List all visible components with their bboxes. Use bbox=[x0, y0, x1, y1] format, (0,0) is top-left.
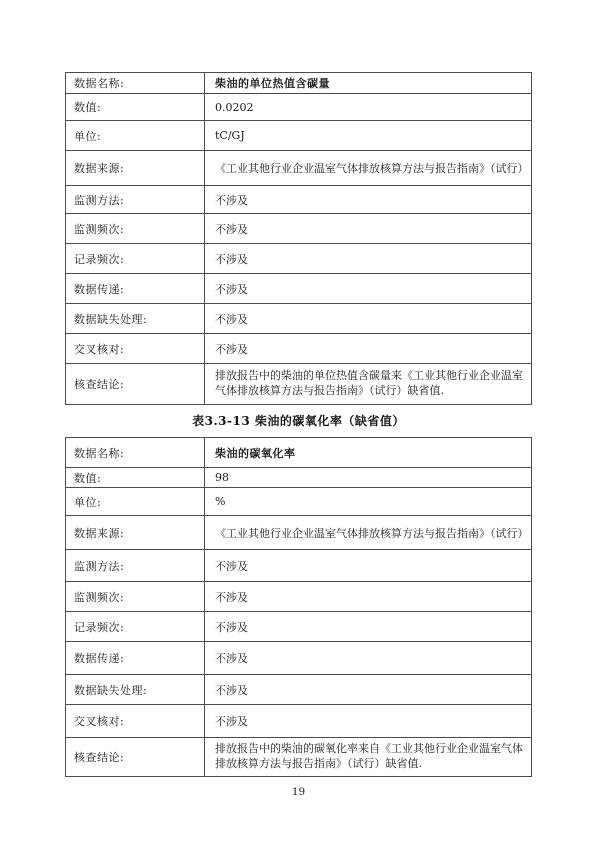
row-value: 0.0202 bbox=[205, 94, 532, 121]
row-label: 数据传递: bbox=[66, 642, 205, 675]
row-label: 数据名称: bbox=[66, 73, 205, 94]
table-row bbox=[66, 516, 532, 550]
row-value: 不涉及 bbox=[205, 186, 532, 214]
row-value: 不涉及 bbox=[205, 642, 532, 675]
row-label: 监测方法: bbox=[66, 186, 205, 214]
row-value: 不涉及 bbox=[205, 274, 532, 304]
row-label: 数据传递: bbox=[66, 274, 205, 304]
row-value: 不涉及 bbox=[205, 612, 532, 642]
table-row bbox=[66, 738, 532, 777]
row-value: % bbox=[205, 488, 532, 516]
row-value: 不涉及 bbox=[205, 214, 532, 244]
table-diesel-oxidation-rate bbox=[65, 437, 532, 777]
row-label: 核查结论: bbox=[66, 738, 205, 777]
row-label: 数值: bbox=[66, 468, 205, 488]
row-value: 不涉及 bbox=[205, 244, 532, 274]
row-label: 监测频次: bbox=[66, 582, 205, 612]
row-label: 交叉核对: bbox=[66, 705, 205, 738]
row-value: 不涉及 bbox=[205, 705, 532, 738]
row-label: 记录频次: bbox=[66, 612, 205, 642]
row-value: 不涉及 bbox=[205, 582, 532, 612]
table-row bbox=[66, 364, 532, 405]
row-label: 监测方法: bbox=[66, 550, 205, 582]
table-diesel-carbon-content bbox=[65, 72, 532, 405]
row-label: 记录频次: bbox=[66, 244, 205, 274]
table-row bbox=[66, 705, 532, 738]
row-label: 核查结论: bbox=[66, 364, 205, 405]
row-label: 数据来源: bbox=[66, 516, 205, 550]
table-row bbox=[66, 121, 532, 151]
table-row bbox=[66, 612, 532, 642]
table-row bbox=[66, 304, 532, 334]
row-label: 数据缺失处理: bbox=[66, 675, 205, 705]
row-label: 数据缺失处理: bbox=[66, 304, 205, 334]
table-row bbox=[66, 244, 532, 274]
table-row bbox=[66, 94, 532, 121]
table-row bbox=[66, 468, 532, 488]
row-value: 98 bbox=[205, 468, 532, 488]
row-label: 监测频次: bbox=[66, 214, 205, 244]
table-row bbox=[66, 334, 532, 364]
row-value: 不涉及 bbox=[205, 550, 532, 582]
page-number: 19 bbox=[291, 786, 306, 798]
row-value: tC/GJ bbox=[205, 121, 532, 151]
row-value: 不涉及 bbox=[205, 675, 532, 705]
row-label: 单位: bbox=[66, 121, 205, 151]
row-value: 《工业其他行业企业温室气体排放核算方法与报告指南》（试行） bbox=[205, 516, 532, 550]
table-row bbox=[66, 274, 532, 304]
table-row bbox=[66, 73, 532, 94]
row-label: 数据名称: bbox=[66, 438, 205, 468]
table-row bbox=[66, 675, 532, 705]
row-value: 不涉及 bbox=[205, 334, 532, 364]
table-row bbox=[66, 582, 532, 612]
row-value: 柴油的单位热值含碳量 bbox=[205, 73, 532, 94]
table-row bbox=[66, 186, 532, 214]
row-label: 单位: bbox=[66, 488, 205, 516]
row-value: 排放报告中的柴油的碳氧化率来自《工业其他行业企业温室气体排放核算方法与报告指南》（试行）缺省值. bbox=[205, 738, 532, 777]
table-row bbox=[66, 438, 532, 468]
table-row bbox=[66, 488, 532, 516]
row-label: 数据来源: bbox=[66, 151, 205, 186]
row-value: 不涉及 bbox=[205, 304, 532, 334]
row-label: 数值: bbox=[66, 94, 205, 121]
table-row bbox=[66, 214, 532, 244]
table-row bbox=[66, 642, 532, 675]
row-value: 柴油的碳氧化率 bbox=[205, 438, 532, 468]
row-value: 《工业其他行业企业温室气体排放核算方法与报告指南》（试行） bbox=[205, 151, 532, 186]
row-label: 交叉核对: bbox=[66, 334, 205, 364]
page-content bbox=[65, 72, 532, 798]
table-row bbox=[66, 550, 532, 582]
table-row bbox=[66, 151, 532, 186]
row-value: 排放报告中的柴油的单位热值含碳量来《工业其他行业企业温室气体排放核算方法与报告指南》（试行）缺省值. bbox=[205, 364, 532, 405]
table-caption: 表3.3-13 柴油的碳氧化率（缺省值） bbox=[192, 414, 405, 428]
